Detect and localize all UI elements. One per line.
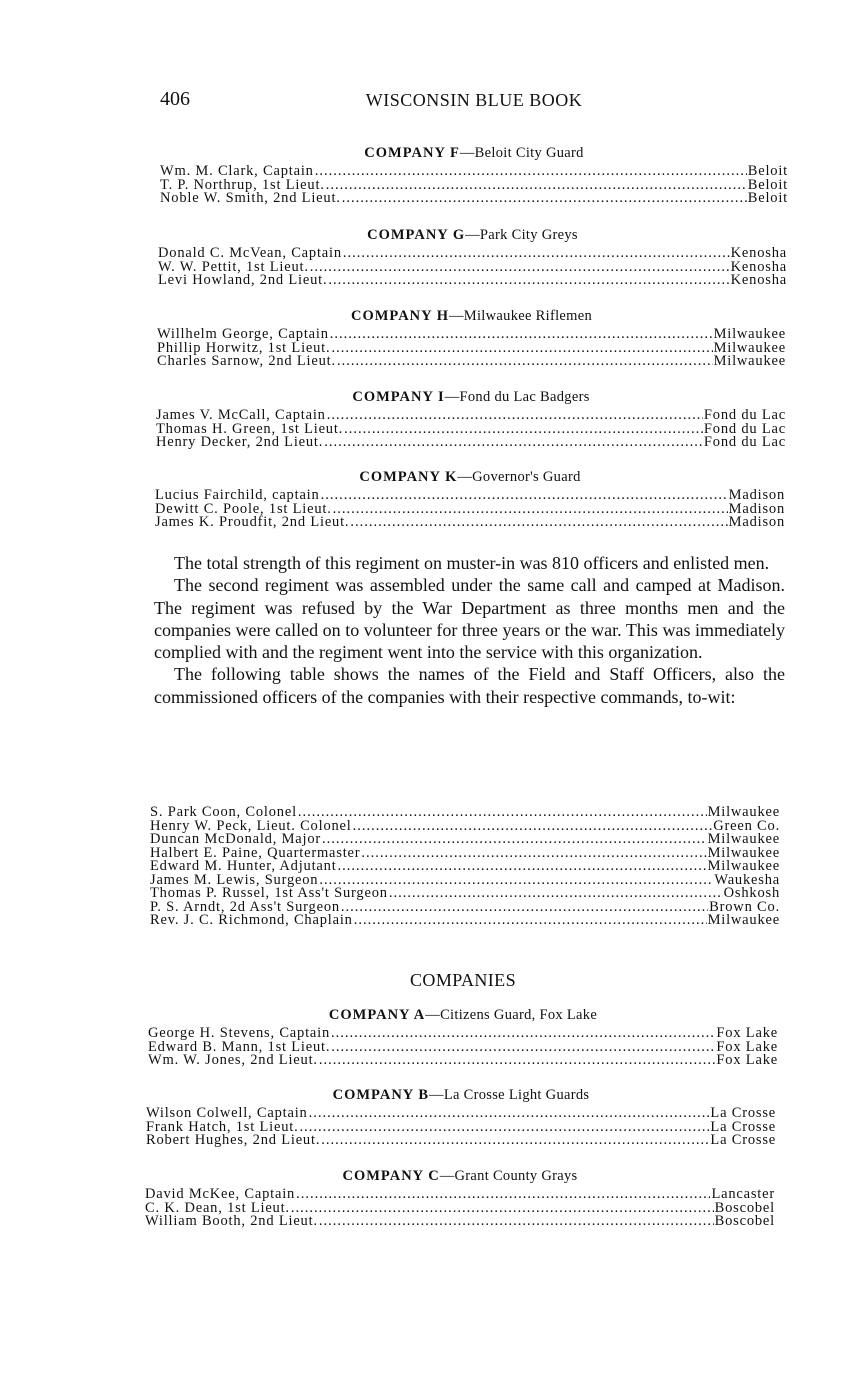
leader-dots	[353, 820, 713, 834]
company-heading: COMPANY F—Beloit City Guard	[364, 145, 584, 161]
leader-dots	[321, 1134, 709, 1148]
roster-row: Edward M. Hunter, Adjutant ..... Milwaukee	[150, 860, 780, 874]
company-i-section	[156, 389, 786, 450]
page-number: 406	[160, 88, 190, 110]
roster-row: Rev. J. C. Richmond, Chaplain ..... Milwaukee	[150, 914, 780, 928]
leader-dots	[327, 409, 703, 423]
roster-row: Henry Decker, 2nd Lieut. ..... Fond du Lac	[156, 436, 786, 450]
company-f-section	[160, 145, 788, 206]
leader-dots	[389, 887, 723, 901]
leader-dots	[298, 806, 707, 820]
roster-row: James K. Proudfit, 2nd Lieut. ..... Madison	[155, 516, 785, 530]
officer-roster	[156, 409, 786, 450]
roster-row: Willhelm George, Captain ..... Milwaukee	[157, 328, 786, 342]
leader-dots	[296, 1188, 710, 1202]
roster-row: Duncan McDonald, Major ..... Milwaukee	[150, 833, 780, 847]
roster-row: James M. Lewis, Surgeon ..... Waukesha	[150, 874, 780, 888]
page-header	[160, 88, 788, 116]
leader-dots	[337, 355, 713, 369]
roster-row: T. P. Northrup, 1st Lieut. ..... Beloit	[160, 179, 788, 193]
roster-row: William Booth, 2nd Lieut. ..... Boscobel	[145, 1215, 775, 1229]
companies-heading: COMPANIES	[410, 970, 516, 990]
leader-dots	[331, 1041, 715, 1055]
officer-roster	[158, 247, 787, 288]
leader-dots	[310, 261, 730, 275]
roster-row: Edward B. Mann, 1st Lieut. ..... Fox Lake	[148, 1041, 778, 1055]
leader-dots	[324, 436, 703, 450]
officer-roster	[160, 165, 788, 206]
roster-row: P. S. Arndt, 2d Ass't Surgeon ..... Brown Co.	[150, 901, 780, 915]
body-text	[154, 552, 785, 708]
roster-row: Robert Hughes, 2nd Lieut. ..... La Crosse	[146, 1134, 776, 1148]
company-k-section	[155, 469, 785, 530]
roster-row: Dewitt C. Poole, 1st Lieut. ..... Madison	[155, 503, 785, 517]
paragraph: The total strength of this regiment on muster-in was 810 officers and enlisted men.	[174, 553, 770, 573]
leader-dots	[350, 516, 727, 530]
leader-dots	[330, 328, 713, 342]
leader-dots	[321, 489, 728, 503]
leader-dots	[326, 179, 747, 193]
officer-roster	[150, 806, 780, 928]
company-c-section	[145, 1168, 775, 1229]
leader-dots	[343, 247, 730, 261]
roster-row: Noble W. Smith, 2nd Lieut. ..... Beloit	[160, 192, 788, 206]
company-b-section	[146, 1087, 776, 1148]
leader-dots	[315, 165, 747, 179]
company-heading: COMPANY A—Citizens Guard, Fox Lake	[328, 1007, 598, 1023]
roster-row: James V. McCall, Captain ..... Fond du Lac	[156, 409, 786, 423]
roster-row: Henry W. Peck, Lieut. Colonel ..... Green Co.	[150, 820, 780, 834]
leader-dots	[361, 847, 706, 861]
company-heading: COMPANY K—Governor's Guard	[359, 469, 581, 485]
roster-row: Frank Hatch, 1st Lieut. ..... La Crosse	[146, 1121, 776, 1135]
leader-dots	[328, 274, 729, 288]
roster-row: Halbert E. Paine, Quartermaster ..... Milwaukee	[150, 847, 780, 861]
roster-row: Levi Howland, 2nd Lieut. ..... Kenosha	[158, 274, 787, 288]
running-title: WISCONSIN BLUE BOOK	[365, 90, 583, 110]
company-h-section	[157, 308, 786, 369]
paragraph: The following table shows the names of the Field and Staff Officers, also the commissioned officers of the companies with their respective commands, to-wit:	[154, 664, 785, 707]
leader-dots	[344, 423, 703, 437]
officer-roster	[145, 1188, 775, 1229]
leader-dots	[322, 833, 707, 847]
leader-dots	[341, 901, 708, 915]
officer-roster	[146, 1107, 776, 1148]
officer-roster	[155, 489, 785, 530]
leader-dots	[338, 860, 707, 874]
leader-dots	[333, 503, 728, 517]
company-a-section	[148, 1007, 778, 1068]
leader-dots	[300, 1121, 710, 1135]
officer-roster	[157, 328, 786, 369]
roster-row: Donald C. McVean, Captain ..... Kenosha	[158, 247, 787, 261]
company-heading: COMPANY G—Park City Greys	[367, 227, 578, 243]
roster-row: Wm. M. Clark, Captain ..... Beloit	[160, 165, 788, 179]
roster-row: C. K. Dean, 1st Lieut. ..... Boscobel	[145, 1202, 775, 1216]
leader-dots	[291, 1202, 714, 1216]
paragraph: The second regiment was assembled under the same call and camped at Madison. The regiment was refused by the War Department as three months men and the companies were called on to volunteer for three years or the war. This was immediately complied with and the regiment went into the service with this organization.	[154, 575, 785, 663]
roster-row: Wm. W. Jones, 2nd Lieut. ..... Fox Lake	[148, 1054, 778, 1068]
roster-row: Thomas H. Green, 1st Lieut. ..... Fond du Lac	[156, 423, 786, 437]
roster-row: David McKee, Captain ..... Lancaster	[145, 1188, 775, 1202]
company-g-section	[158, 227, 787, 288]
roster-row: Thomas P. Russel, 1st Ass't Surgeon ..... Oshkosh	[150, 887, 780, 901]
leader-dots	[319, 1215, 714, 1229]
roster-row: Charles Sarnow, 2nd Lieut. ..... Milwaukee	[157, 355, 786, 369]
company-heading: COMPANY H—Milwaukee Riflemen	[350, 308, 592, 324]
leader-dots	[319, 1054, 716, 1068]
company-heading: COMPANY B—La Crosse Light Guards	[332, 1087, 590, 1103]
leader-dots	[309, 1107, 710, 1121]
roster-row: George H. Stevens, Captain ..... Fox Lake	[148, 1027, 778, 1041]
roster-row: Phillip Horwitz, 1st Lieut. ..... Milwaukee	[157, 342, 786, 356]
leader-dots	[354, 914, 707, 928]
company-heading: COMPANY C—Grant County Grays	[342, 1168, 578, 1184]
leader-dots	[331, 342, 712, 356]
leader-dots	[331, 1027, 715, 1041]
officer-roster	[148, 1027, 778, 1068]
roster-row: Lucius Fairchild, captain ..... Madison	[155, 489, 785, 503]
roster-row: Wilson Colwell, Captain ..... La Crosse	[146, 1107, 776, 1121]
company-heading: COMPANY I—Fond du Lac Badgers	[352, 389, 590, 405]
roster-row: W. W. Pettit, 1st Lieut. ..... Kenosha	[158, 261, 787, 275]
roster-row: S. Park Coon, Colonel ..... Milwaukee	[150, 806, 780, 820]
leader-dots	[342, 192, 747, 206]
field-and-staff-section	[150, 806, 780, 928]
